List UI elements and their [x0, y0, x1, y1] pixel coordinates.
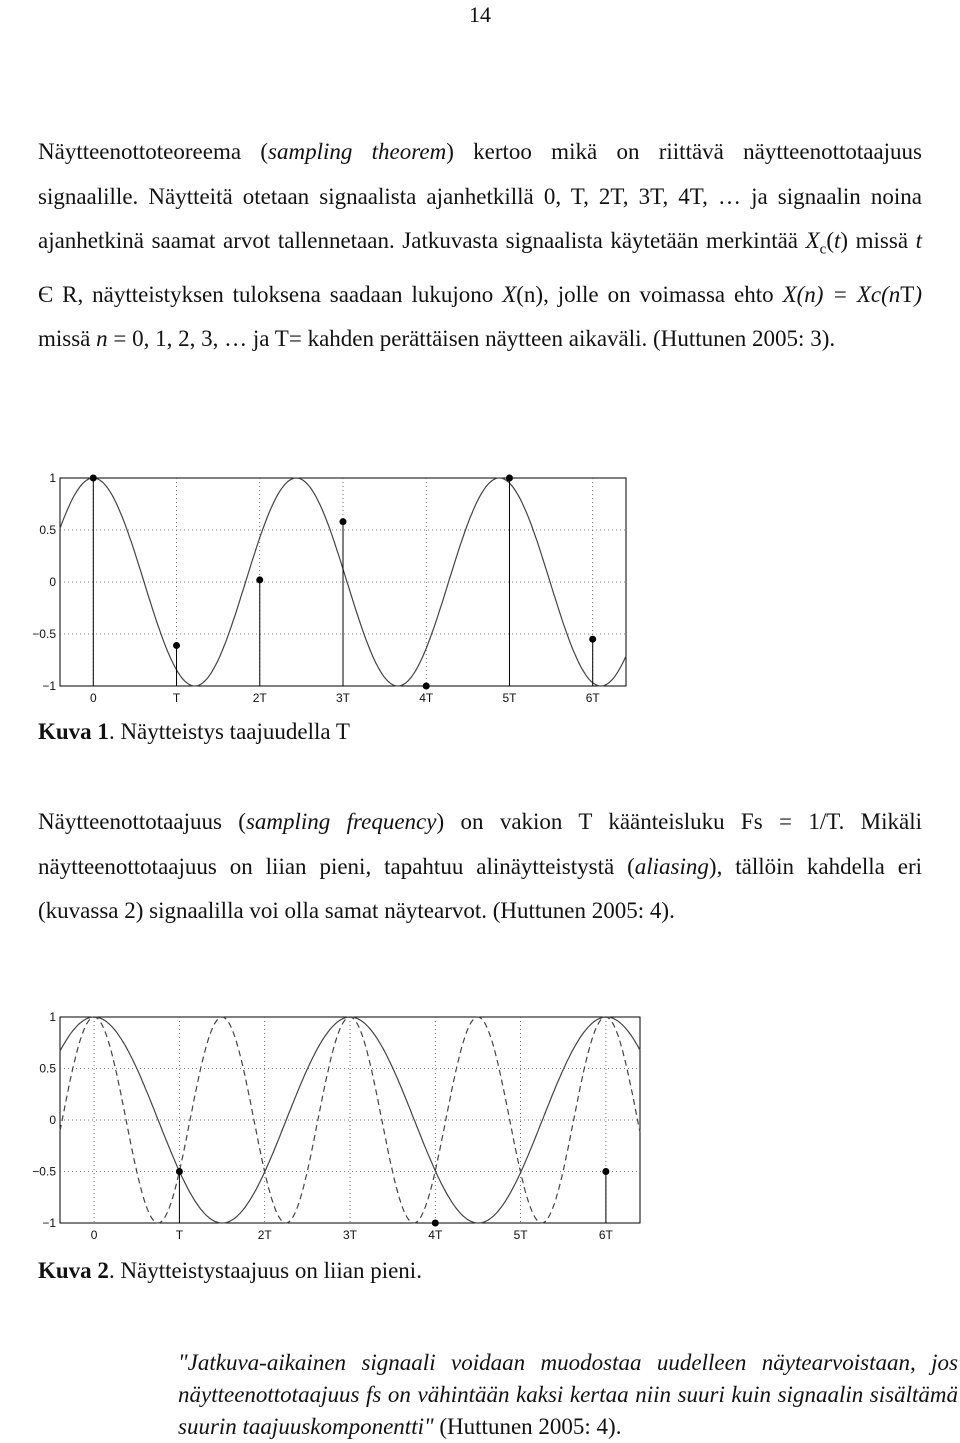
y-tick-label: −0.5	[32, 1164, 56, 1179]
sample-point	[340, 518, 347, 525]
figure-1-caption: Kuva 1. Näytteistys taajuudella T	[38, 719, 350, 744]
figure-2-caption: Kuva 2. Näytteistystaajuus on liian pieni.	[38, 1258, 422, 1283]
x-tick-label: 5T	[502, 691, 517, 705]
paragraph-sampling-theorem: Näytteenottoteoreema (sampling theorem) kertoo mikä on riittävä näytteenottotaajuus signaalille. Näytteitä otetaan signaalista ajanhetkillä 0, T, 2T, 3T, 4T, … ja signaalin noina ajanhetkinä saamat arvot tallennetaan. Jatkuvasta signaalista käytetään merkintää $X_c(t)$ missä t Є R, näytteistyksen tuloksena saadaan lukujono X(n), jolle on voimassa ehto X(n) = Xc(nT) missä n = 0, 1, 2, 3, … ja T= kahden perättäisen näytteen aikaväli. (Huttunen 2005: 3).	[38, 139, 923, 352]
y-tick-label: 1	[49, 1010, 56, 1024]
x-tick-label: 2T	[257, 1228, 272, 1242]
sample-point	[173, 642, 180, 649]
x-tick-label: T	[175, 1228, 184, 1242]
sample-point	[256, 576, 263, 583]
figure-2-aliasing-plot	[28, 1005, 668, 1250]
y-tick-label: 0.5	[39, 1061, 56, 1076]
figure-1-sampling-plot	[28, 468, 648, 713]
quote-block: "Jatkuva-aikainen signaali voidaan muodostaa uudelleen näytearvoistaan, jos näytteenottotaajuus fs on vähintään kaksi kertaa niin suuri kuin signaalin sisältämä suurin taajuuskomponentti" (Huttunen 2005: 4).	[178, 1350, 958, 1439]
sample-point	[423, 683, 430, 690]
x-tick-label: 3T	[342, 1228, 358, 1242]
y-tick-label: 0	[49, 575, 56, 589]
chart-svg-1	[28, 468, 648, 713]
y-tick-label: −1	[42, 1216, 56, 1230]
y-tick-label: 1	[49, 471, 56, 485]
x-tick-label: 2T	[252, 691, 267, 705]
page-number: 14	[469, 2, 491, 27]
x-tick-label: 0	[89, 691, 97, 705]
sample-point	[589, 636, 596, 643]
sample-point	[602, 1168, 609, 1175]
y-tick-label: −0.5	[32, 627, 56, 641]
y-tick-label: −1	[42, 679, 56, 693]
x-tick-label: 4T	[428, 1228, 443, 1242]
x-tick-label: 5T	[513, 1228, 528, 1242]
sample-point	[176, 1168, 183, 1175]
sample-point	[432, 1220, 439, 1227]
sample-point	[90, 475, 97, 482]
x-tick-label: 3T	[335, 691, 351, 705]
x-tick-label: 6T	[598, 1228, 613, 1242]
x-tick-label: 0	[90, 1228, 98, 1242]
paragraph-sampling-frequency: Näytteenottotaajuus (sampling frequency) on vakion T käänteisluku Fs = 1/T. Mikäli näytteenottotaajuus on liian pieni, tapahtuu alinäytteistystä (aliasing), tällöin kahdella eri (kuvassa 2) signaalilla voi olla samat näytearvot. (Huttunen 2005: 4).	[38, 809, 922, 924]
y-tick-label: 0.5	[39, 523, 56, 537]
y-tick-label: 0	[49, 1113, 56, 1127]
x-tick-label: T	[172, 691, 181, 705]
x-tick-label: 6T	[585, 691, 600, 705]
chart-svg-2	[28, 1005, 668, 1250]
sample-point	[506, 475, 513, 482]
x-tick-label: 4T	[419, 691, 434, 705]
